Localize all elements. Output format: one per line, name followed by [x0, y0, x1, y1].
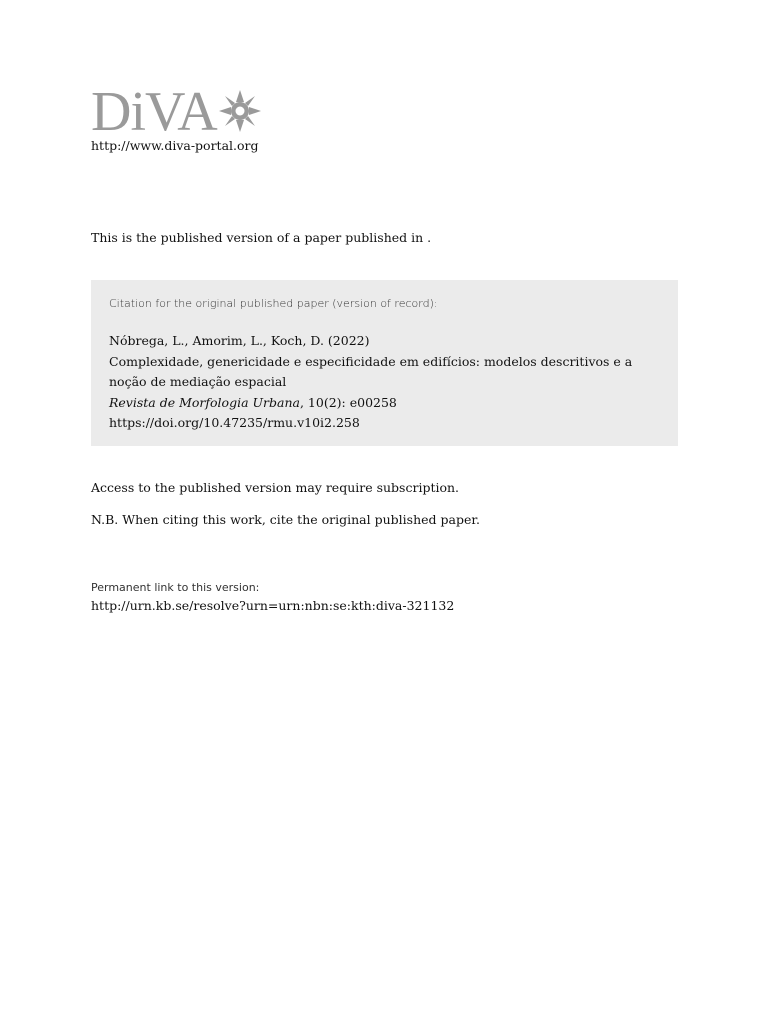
- citation-source: [109, 393, 669, 414]
- permanent-link-url[interactable]: http://urn.kb.se/resolve?urn=urn:nbn:se:kth:diva-321132: [91, 598, 455, 613]
- nb-note: N.B. When citing this work, cite the original published paper.: [91, 512, 480, 527]
- published-statement: This is the published version of a paper published in .: [91, 230, 432, 245]
- diva-logo: [91, 81, 263, 143]
- permanent-link-label: Permanent link to this version:: [91, 581, 260, 594]
- citation-authors: Nóbrega, L., Amorim, L., Koch, D. (2022): [109, 333, 370, 348]
- star-icon: [217, 88, 263, 134]
- citation-volume: , 10(2): e00258: [299, 394, 397, 410]
- citation-text: [109, 331, 669, 434]
- citation-title-line-2: noção de mediação espacial: [109, 374, 287, 389]
- access-note: Access to the published version may require subscription.: [91, 480, 460, 495]
- diva-logo-text: DiVA: [91, 81, 217, 143]
- citation-label: Citation for the original published paper (version of record):: [109, 297, 438, 310]
- citation-title-line-1: Complexidade, genericidade e especificidade em edifícios: modelos descritivos e a: [109, 353, 633, 369]
- citation-box: [91, 280, 678, 446]
- citation-doi[interactable]: https://doi.org/10.47235/rmu.v10i2.258: [109, 415, 360, 430]
- citation-journal: Revista de Morfologia Urbana: [109, 394, 300, 410]
- site-url[interactable]: http://www.diva-portal.org: [91, 138, 259, 153]
